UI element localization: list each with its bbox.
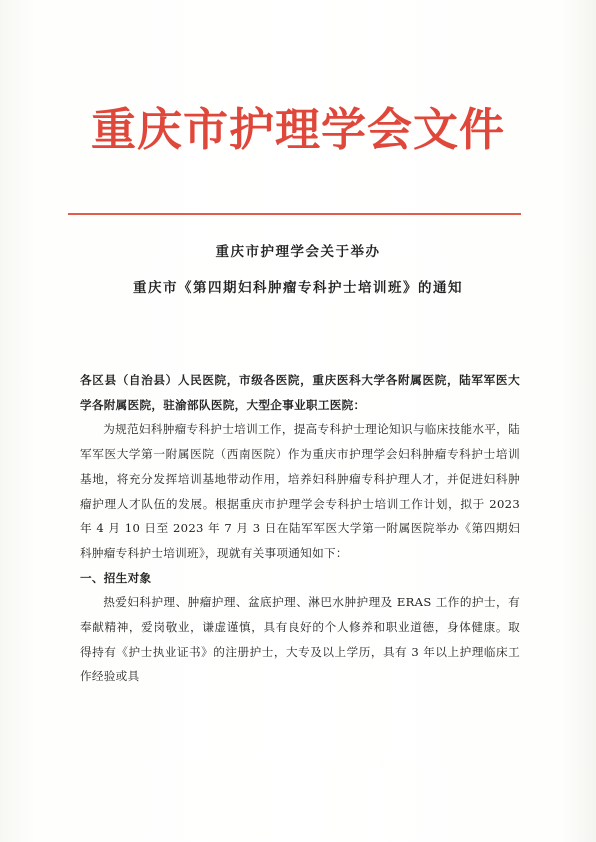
notice-title-line-2: 重庆市《第四期妇科肿瘤专科护士培训班》的通知	[133, 280, 463, 296]
enrollment-paragraph: 热爱妇科护理、肿瘤护理、盆底护理、淋巴水肿护理及 ERAS 工作的护士，有奉献精神，爱岗敬业，谦虚谨慎，具有良好的个人修养和职业道德，身体健康。取得持有《护士执业证书》的注册护士，大专及以上学历，具有 3 年以上护理临床工作经验或具	[80, 595, 520, 684]
notice-title-line-1: 重庆市护理学会关于举办	[215, 244, 381, 260]
notice-body	[80, 368, 520, 689]
letterhead-divider	[68, 213, 521, 215]
addressee: 各区县（自治县）人民医院，市级各医院，重庆医科大学各附属医院，陆军军医大学各附属医院，驻渝部队医院，大型企事业职工医院：	[80, 373, 520, 412]
section-heading-enrollment: 一、招生对象	[80, 570, 152, 585]
intro-paragraph: 为规范妇科肿瘤专科护士培训工作，提高专科护士理论知识与临床技能水平，陆军军医大学第一附属医院（西南医院）作为重庆市护理学会妇科肿瘤专科护士培训基地，将充分发挥培训基地带动作用，培养妇科肿瘤专科护理人才，并促进妇科肿瘤护理人才队伍的发展。根据重庆市护理学会专科护士培训工作计划，拟于 2023 年 4 月 10 日至 2023 年 7 月 3 日在陆军军医大学第一附属医院举办《第四期妇科肿瘤专科护士培训班》，现就有关事项通知如下：	[80, 422, 520, 560]
letterhead-title: 重庆市护理学会文件	[90, 103, 505, 156]
